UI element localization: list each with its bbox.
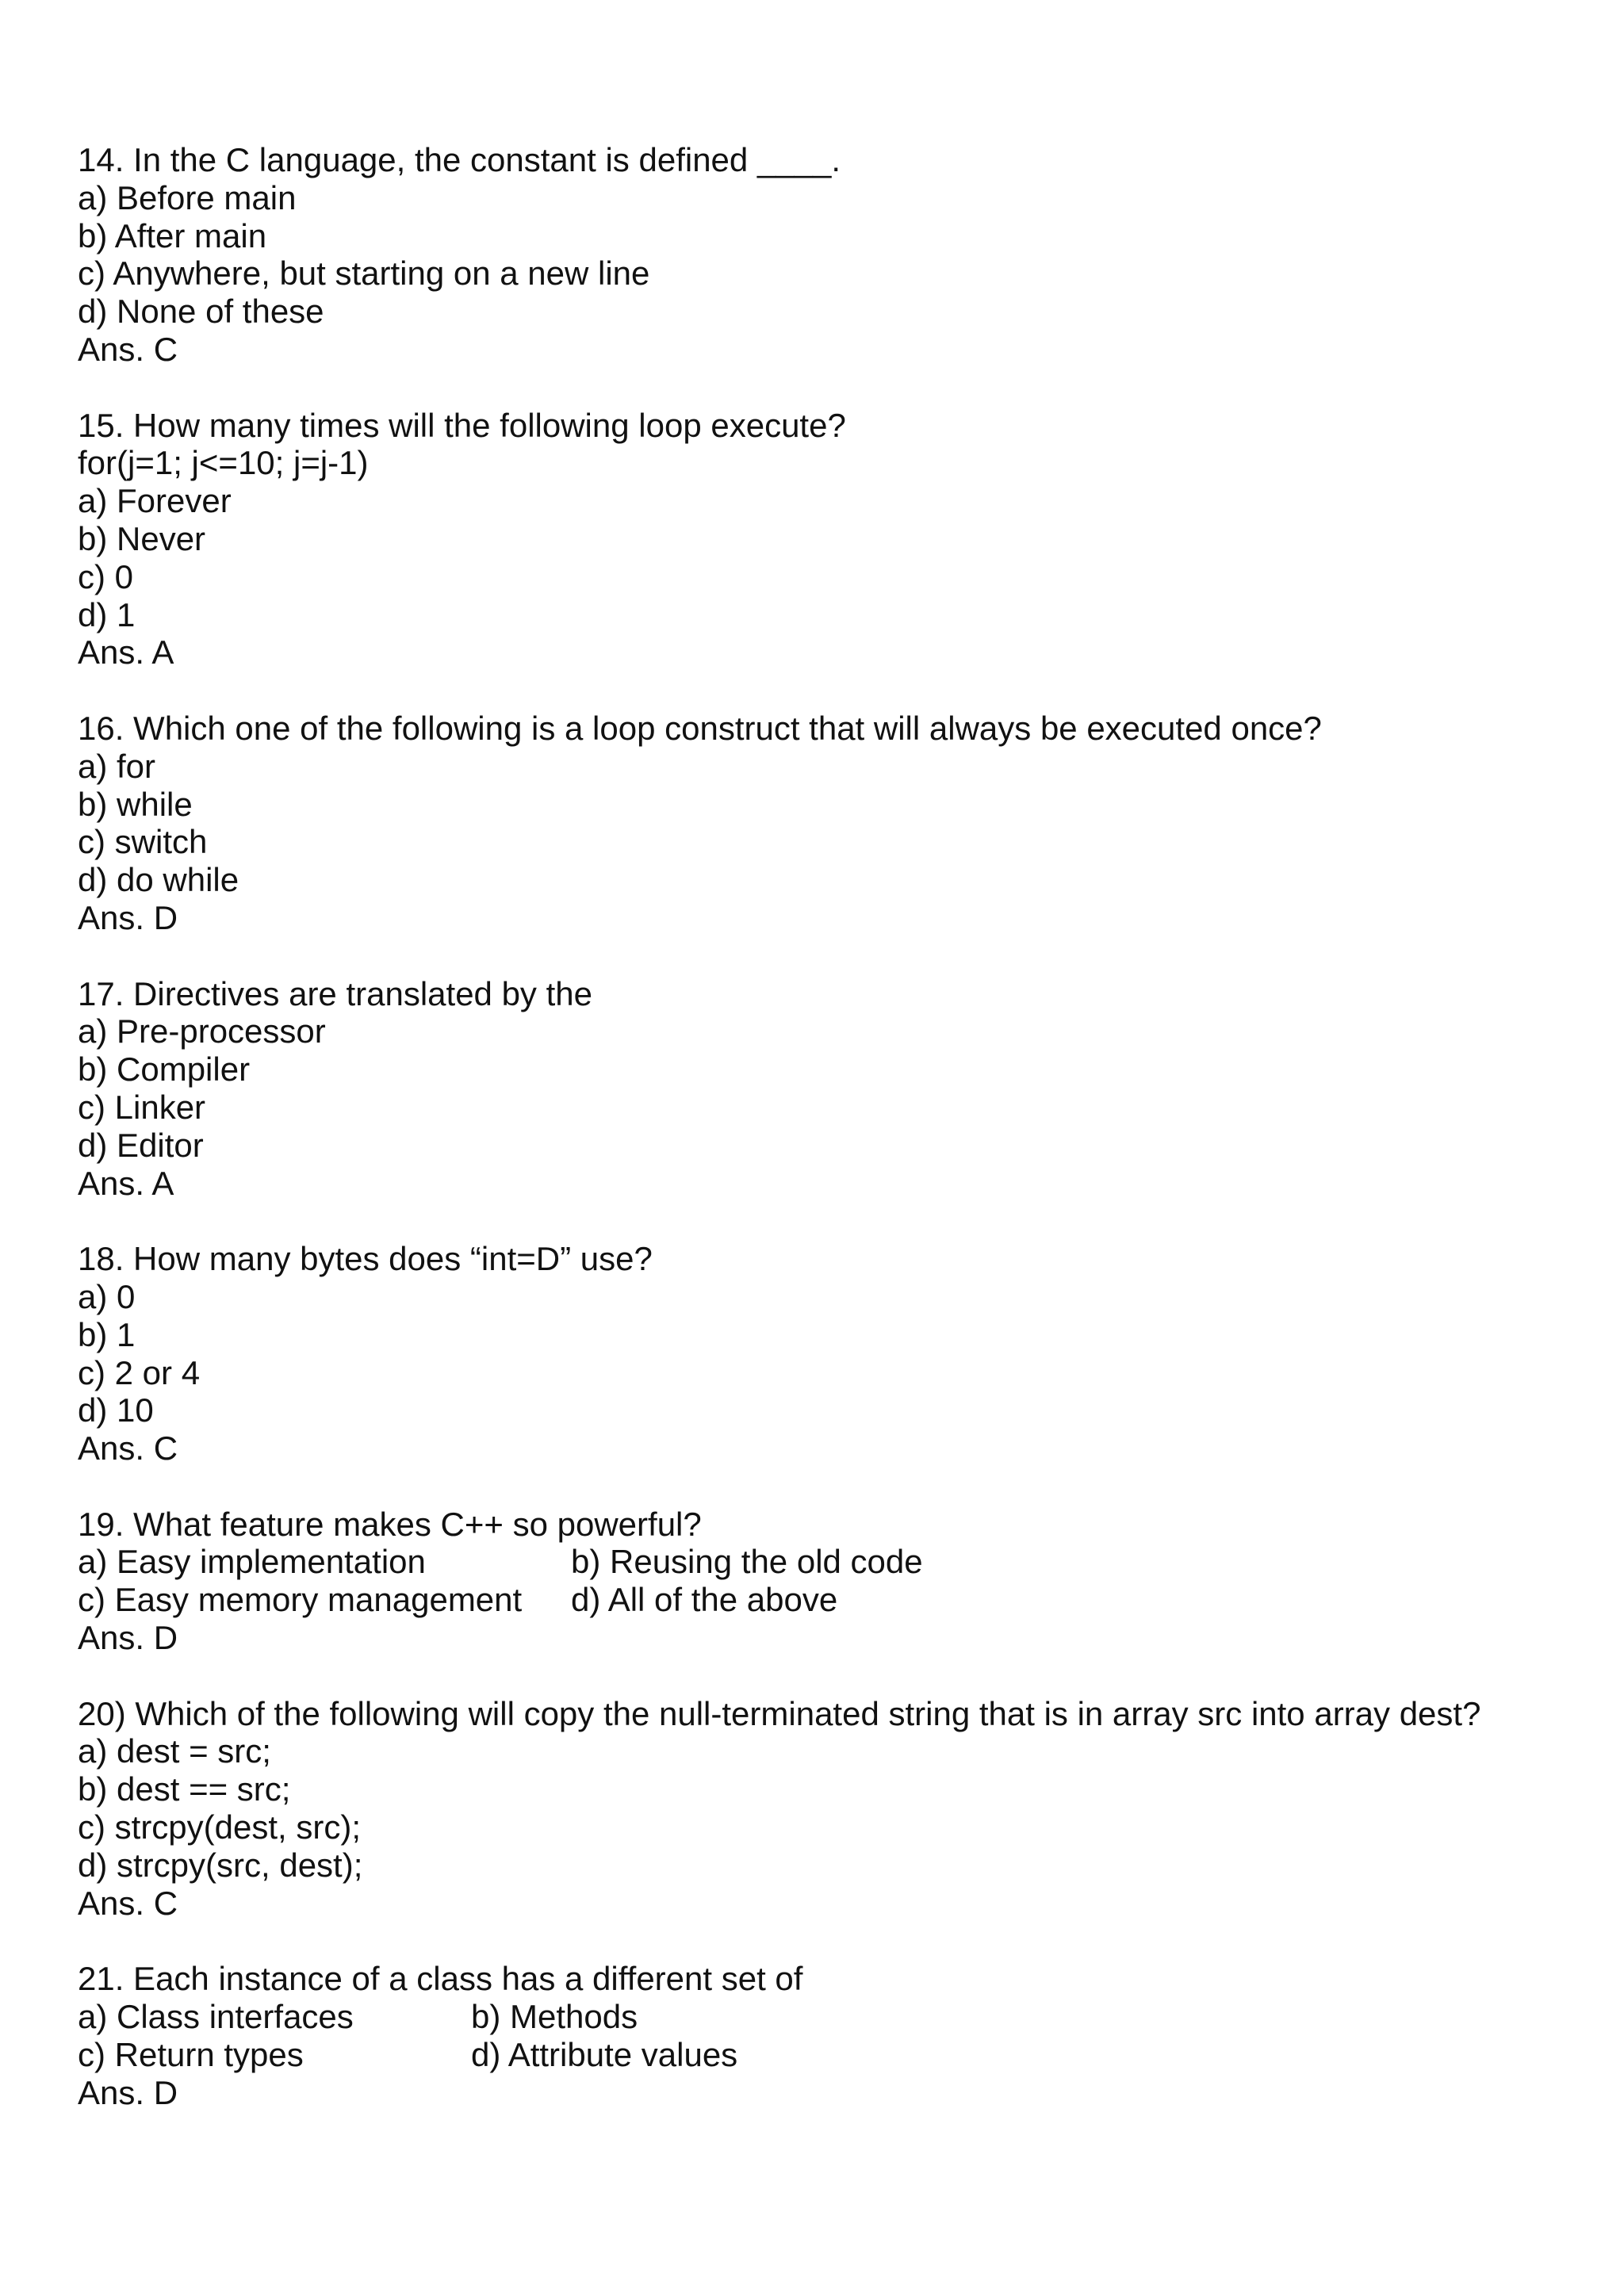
option-row	[78, 1581, 1584, 1619]
option-a: a) 0	[78, 1277, 136, 1315]
option-b: b) 1	[78, 1315, 136, 1353]
question-stem: 20) Which of the following will copy the null-terminated string that is in array src into array dest?	[78, 1694, 1481, 1732]
option-c: c) switch	[78, 823, 208, 861]
answer-line: Ans. C	[78, 1884, 178, 1922]
question-stem: 15. How many times will the following loop execute?	[78, 406, 846, 444]
answer-line: Ans. D	[78, 1619, 178, 1657]
option-d: d) 1	[78, 595, 136, 633]
question-stem: 18. How many bytes does “int=D” use?	[78, 1240, 653, 1278]
option-b: b) Compiler	[78, 1050, 251, 1089]
option-c: c) Easy memory management	[78, 1581, 523, 1619]
question-stem: 17. Directives are translated by the	[78, 974, 592, 1012]
option-d: d) Attribute values	[471, 2035, 738, 2073]
question-15	[78, 407, 1584, 672]
question-21	[78, 1960, 1584, 2111]
option-a: a) for	[78, 747, 156, 785]
option-b: b) while	[78, 785, 193, 823]
answer-line: Ans. C	[78, 330, 178, 368]
question-20	[78, 1695, 1584, 1923]
option-d: d) Editor	[78, 1126, 204, 1164]
question-17	[78, 975, 1584, 1203]
answer-line: Ans. D	[78, 898, 178, 936]
option-a: a) Pre-processor	[78, 1012, 326, 1050]
answer-line: Ans. C	[78, 1429, 178, 1468]
option-b: b) After main	[78, 216, 267, 254]
question-stem: 19. What feature makes C++ so powerful?	[78, 1505, 702, 1543]
option-c: c) 2 or 4	[78, 1353, 201, 1391]
option-b: b) Never	[78, 519, 206, 557]
option-d: d) All of the above	[571, 1581, 838, 1619]
question-stem: 16. Which one of the following is a loop construct that will always be executed once?	[78, 709, 1322, 747]
option-c: c) strcpy(dest, src);	[78, 1808, 362, 1846]
option-b: b) Methods	[471, 1998, 638, 2036]
question-stem: 14. In the C language, the constant is defined ____.	[78, 141, 841, 178]
option-c: c) 0	[78, 557, 134, 595]
question-19	[78, 1506, 1584, 1657]
option-b: b) Reusing the old code	[571, 1543, 923, 1581]
answer-line: Ans. A	[78, 1164, 174, 1202]
question-14	[78, 141, 1584, 369]
code-line: for(j=1; j<=10; j=j-1)	[78, 444, 369, 482]
option-row	[78, 1998, 1584, 2036]
option-d: d) 10	[78, 1391, 154, 1429]
option-a: a) dest = src;	[78, 1732, 271, 1770]
question-stem: 21. Each instance of a class has a different set of	[78, 1960, 803, 1998]
option-b: b) dest == src;	[78, 1770, 291, 1808]
option-a: a) Forever	[78, 482, 232, 520]
option-c: c) Anywhere, but starting on a new line	[78, 254, 650, 293]
option-c: c) Linker	[78, 1088, 206, 1126]
option-d: d) None of these	[78, 293, 324, 331]
answer-line: Ans. D	[78, 2073, 178, 2111]
option-a: a) Class interfaces	[78, 1998, 354, 2036]
question-18	[78, 1240, 1584, 1468]
option-d: d) do while	[78, 861, 239, 899]
question-16	[78, 710, 1584, 937]
question-page	[78, 141, 1584, 2111]
option-a: a) Before main	[78, 178, 297, 216]
option-row	[78, 2036, 1584, 2074]
option-a: a) Easy implementation	[78, 1543, 426, 1581]
option-row	[78, 1543, 1584, 1581]
option-c: c) Return types	[78, 2035, 304, 2073]
option-d: d) strcpy(src, dest);	[78, 1846, 363, 1884]
answer-line: Ans. A	[78, 633, 174, 672]
